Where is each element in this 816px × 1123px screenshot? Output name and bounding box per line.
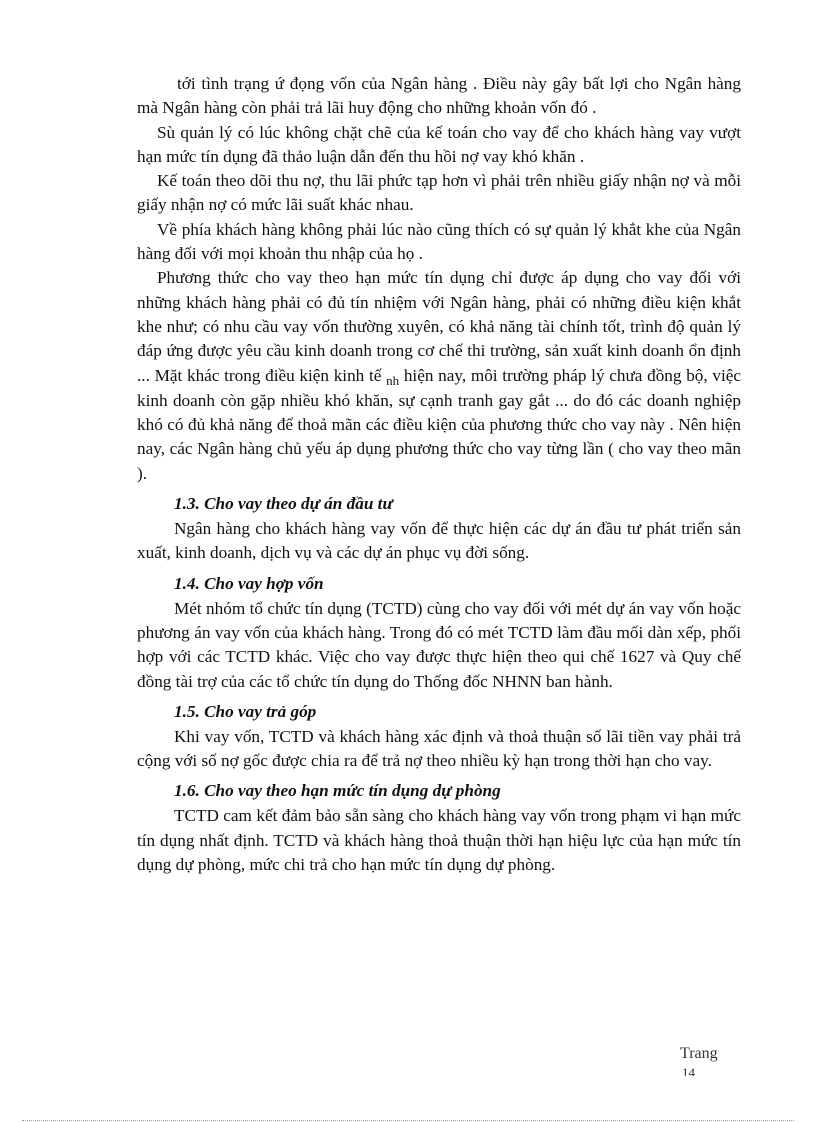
section-body-syndicated-lending: Mét nhóm tổ chức tín dụng (TCTD) cùng cho vay đối với mét dự án vay vốn hoặc phương án vay vốn của khách hàng. Trong đó có mét TCTD làm đầu mối dàn xếp, phối hợp với các TCTD khác. Việc cho vay được thực hiện theo qui chế 1627 và Quy chế đồng tài trợ của các tổ chức tín dụng do Thống đốc NHNN ban hành.: [137, 598, 741, 691]
paragraph-credit-limit-method: [137, 266, 741, 486]
paragraph-part-a: Phương thức cho vay theo hạn mức tín dụng chỉ được áp dụng cho vay đối với những khách hàng phải có đủ tín nhiệm với Ngân hàng, phải có những điều kiện khắt khe như; có nhu cầu vay vốn thường xuyên, có khả năng tài chính tốt, trình độ quản lý đáp ứng được yêu cầu kinh doanh trong cơ chế thi trường, sản xuất kinh doanh ổn định ... Mặt khác trong điều kiện kinh tế: [137, 268, 741, 385]
section-heading-syndicated-lending: 1.4. Cho vay hợp vốn: [174, 573, 324, 593]
section-body-project-lending: Ngân hàng cho khách hàng vay vốn để thực hiện các dự án đầu tư phát triển sản xuất, kinh doanh, dịch vụ và các dự án phục vụ đời sống.: [137, 519, 741, 563]
section-heading-project-lending: 1.3. Cho vay theo dự án đầu tư: [174, 494, 393, 514]
section-heading-standby-credit: 1.6. Cho vay theo hạn mức tín dụng dự phòng: [174, 781, 501, 801]
page-label: Trang: [680, 1045, 718, 1062]
paragraph-complex-tracking: Kế toán theo dõi thu nợ, thu lãi phức tạp hơn vì phải trên nhiều giấy nhận nợ và mỗi giấy nhận nợ có mức lãi suất khác nhau.: [137, 171, 741, 215]
paragraph-part-b: hiện nay, môi trường pháp lý chưa đồng bộ, việc kinh doanh còn gặp nhiều khó khăn, sự cạnh tranh gay gắt ... do đó các doanh nghiệp khó có đủ khả năng để thoả mãn các điều kiện của phương thức cho vay này . Nên hiện nay, các Ngân hàng chủ yếu áp dụng phương thức cho vay từng lần ( cho vay theo mãn ).: [137, 365, 742, 483]
paragraph-loose-management: Sù quản lý có lúc không chặt chẽ của kế toán cho vay để cho khách hàng vay vượt hạn mức tín dụng đã thảo luận dẫn đến thu hồi nợ vay khó khăn .: [137, 122, 741, 166]
paragraph-customer-view: Về phía khách hàng không phải lúc nào cũng thích có sự quản lý khắt khe của Ngân hàng đối với mọi khoản thu nhập của họ .: [137, 219, 741, 264]
section-body-standby-credit: TCTD cam kết đảm bảo sẵn sàng cho khách hàng vay vốn trong phạm vi hạn mức tín dụng nhất định. TCTD và khách hàng thoả thuận thời hạn hiệu lực của hạn mức tín dụng dự phòng, mức chi trả cho hạn mức tín dụng dự phòng.: [137, 806, 741, 875]
page-body: [137, 72, 741, 877]
page-number: 14: [682, 1068, 695, 1076]
section-body-installment-lending: Khi vay vốn, TCTD và khách hàng xác định và thoả thuận số lãi tiền vay phải trả cộng với số nợ gốc được chia ra để trả nợ theo nhiều kỳ hạn trong thời hạn cho vay.: [137, 726, 741, 771]
section-heading-installment-lending: 1.5. Cho vay trả góp: [174, 701, 317, 721]
page-bottom-divider: [22, 1120, 794, 1121]
stray-mark: nh: [386, 372, 400, 388]
paragraph-ledger-stagnation: tới tình trạng ứ đọng vốn của Ngân hàng . Điều này gây bất lợi cho Ngân hàng mà Ngân hàng còn phải trả lãi huy động cho những khoản vốn đó .: [137, 74, 741, 118]
